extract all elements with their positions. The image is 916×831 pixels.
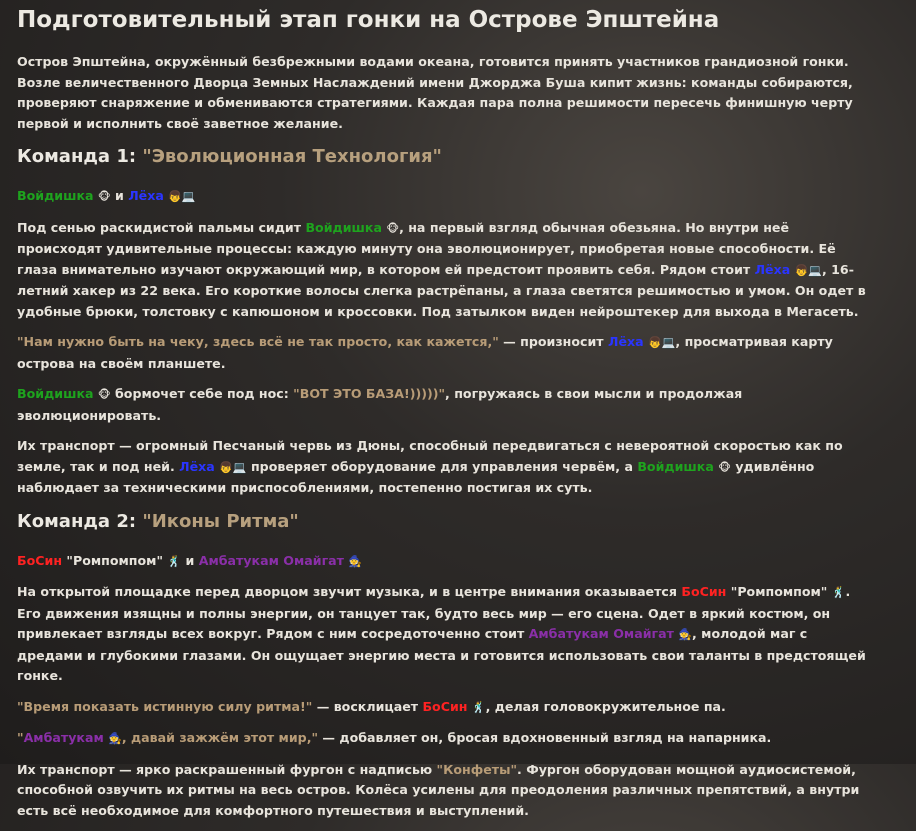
monkey-icon: 🐵	[97, 388, 111, 401]
team2-paragraph-1	[17, 582, 873, 687]
member-ambatukam: Амбатукам Омайгат	[528, 626, 674, 641]
text-segment: . Его движения изящны и полны энергии, он танцует так, будто весь мир — его сцена. Одет в яркий костюм, он привлекает взгляды всех вокруг. Рядом с ним сосредоточенно стоит	[17, 584, 851, 641]
dancer-icon: 🕺	[831, 586, 846, 599]
bosin-nickname: "Ромпомпом"	[726, 584, 828, 599]
and-text: и	[110, 188, 129, 203]
boy-laptop-icon: 👦💻	[794, 263, 822, 277]
bosin-nickname: "Ромпомпом"	[62, 552, 164, 568]
team2-heading-prefix: Команда 2:	[17, 510, 143, 532]
quote-text: "ВОТ ЭТО БАЗА!)))))"	[293, 386, 446, 401]
monkey-icon: 🐵	[97, 190, 111, 203]
member-voidishka: Войдишка	[637, 458, 714, 474]
and-text: и	[181, 552, 199, 568]
team1-members	[17, 186, 873, 208]
quote-open: "	[17, 730, 24, 745]
member-bosin: БоСин	[422, 698, 468, 714]
text-segment: — добавляет он, бросая вдохновенный взгляд на напарника.	[318, 730, 772, 745]
boy-laptop-icon: 👦💻	[219, 460, 247, 474]
dancer-icon: 🕺	[471, 700, 486, 714]
team1-heading	[17, 144, 873, 170]
team2-heading	[17, 509, 873, 535]
text-segment: , 16-летний хакер из 22 века. Его короткие волосы слегка растрёпаны, а глаза светятся решимостью и умом. Он одет в удобные брюки, толстовку с капюшоном и кроссовки. Под затылком виден нейроштекер для выхода в Мегасеть.	[17, 261, 866, 319]
team1-heading-prefix: Команда 1:	[17, 146, 143, 167]
member-voidishka: Войдишка	[17, 188, 94, 203]
quote-text: , давай зажжём этот мир,"	[121, 730, 319, 745]
boy-laptop-icon: 👦💻	[648, 336, 676, 349]
text-segment: , просматривая карту острова на своём планшете.	[17, 334, 833, 371]
text-segment: , молодой маг с дредами и глубокими глазами. Он ощущает энергию места и готовится использовать свои таланты в предстоящей гонке.	[17, 626, 866, 683]
member-lyokha: Лёха	[179, 458, 215, 474]
text-segment: , погружаясь в свои мысли и продолжая эволюционировать.	[17, 386, 743, 423]
team2-name: "Иконы Ритма"	[142, 510, 299, 532]
story-content	[17, 4, 873, 831]
mage-icon: 🧙	[348, 554, 363, 568]
text-segment: Их транспорт — огромный Песчаный червь из Дюны, способный передвигаться с невероятной скоростью как по земле, так и под ней.	[17, 438, 843, 474]
page-title: Подготовительный этап гонки на Острове Эпштейна	[17, 7, 720, 33]
mage-icon: 🧙	[678, 628, 692, 641]
member-ambatukam: Амбатукам	[23, 730, 104, 745]
team2-paragraph-2	[17, 697, 873, 719]
monkey-icon: 🐵	[386, 221, 400, 235]
team1-name: "Эволюционная Технология"	[142, 146, 442, 167]
member-voidishka: Войдишка	[17, 386, 94, 401]
member-lyokha: Лёха	[754, 261, 791, 277]
team1-paragraph-2	[17, 332, 873, 374]
quote-text: "Время показать истинную силу ритма!"	[17, 698, 313, 714]
dancer-icon: 🕺	[167, 554, 182, 568]
member-ambatukam: Амбатукам Омайгат	[198, 552, 344, 568]
text-segment: — восклицает	[312, 698, 423, 714]
text-segment: , на первый взгляд обычная обезьяна. Но внутри неё происходят удивительные процессы: каждую минуту она эволюционирует, приобретая новые способности. Её глаза внимательно изучают окружающий мир, в котором ей предстоит проявить себя. Рядом стоит	[17, 219, 836, 277]
member-lyokha: Лёха	[608, 334, 644, 349]
text-segment: . Фургон оборудован мощной аудиосистемой, способной озвучить их ритмы на весь остров. Колёса усилены для преодоления различных препятствий, а внутри есть всё необходимое для комфортного путешествия и выступлений.	[17, 761, 860, 818]
team2-paragraph-4	[17, 760, 873, 822]
text-segment: проверяет оборудование для управления червём, а	[246, 458, 638, 474]
quote-text: "Нам нужно быть на чеку, здесь всё не так просто, как кажется,"	[17, 334, 499, 349]
team1-paragraph-4	[17, 436, 873, 499]
team1-paragraph-1	[17, 218, 873, 323]
text-segment: Их транспорт — ярко раскрашенный фургон с надписью	[17, 761, 437, 777]
team1-paragraph-3	[17, 384, 873, 426]
team2-paragraph-3	[17, 728, 873, 750]
text-segment: Под сенью раскидистой пальмы сидит	[17, 219, 306, 235]
quote-text: "Конфеты"	[436, 761, 518, 777]
text-segment: — произносит	[498, 334, 608, 349]
member-bosin: БоСин	[681, 584, 727, 599]
text-segment: удивлённо наблюдает за техническими приспособлениями, постепенно постигая их суть.	[17, 458, 815, 495]
text-segment: На открытой площадке перед дворцом звучит музыка, и в центре внимания оказывается	[17, 584, 682, 599]
member-bosin: БоСин	[17, 552, 63, 568]
text-segment: , делая головокружительное па.	[485, 698, 726, 714]
mage-icon: 🧙	[108, 732, 122, 745]
member-lyokha: Лёха	[128, 188, 164, 203]
team2-members	[17, 551, 873, 573]
boy-laptop-icon: 👦💻	[168, 190, 196, 203]
monkey-icon: 🐵	[718, 460, 731, 474]
text-segment: бормочет себе под нос:	[110, 386, 294, 401]
intro-paragraph: Остров Эпштейна, окружённый безбрежными водами океана, готовится принять участников грандиозной гонки. Возле величественного Дворца Земных Наслаждений имени Джорджа Буша кипит жизнь: команды собираются, проверяют снаряжение и обмениваются стратегиями. Каждая пара полна решимости пересечь финишную черту первой и исполнить своё заветное желание.	[17, 54, 853, 131]
member-voidishka: Войдишка	[305, 219, 382, 235]
